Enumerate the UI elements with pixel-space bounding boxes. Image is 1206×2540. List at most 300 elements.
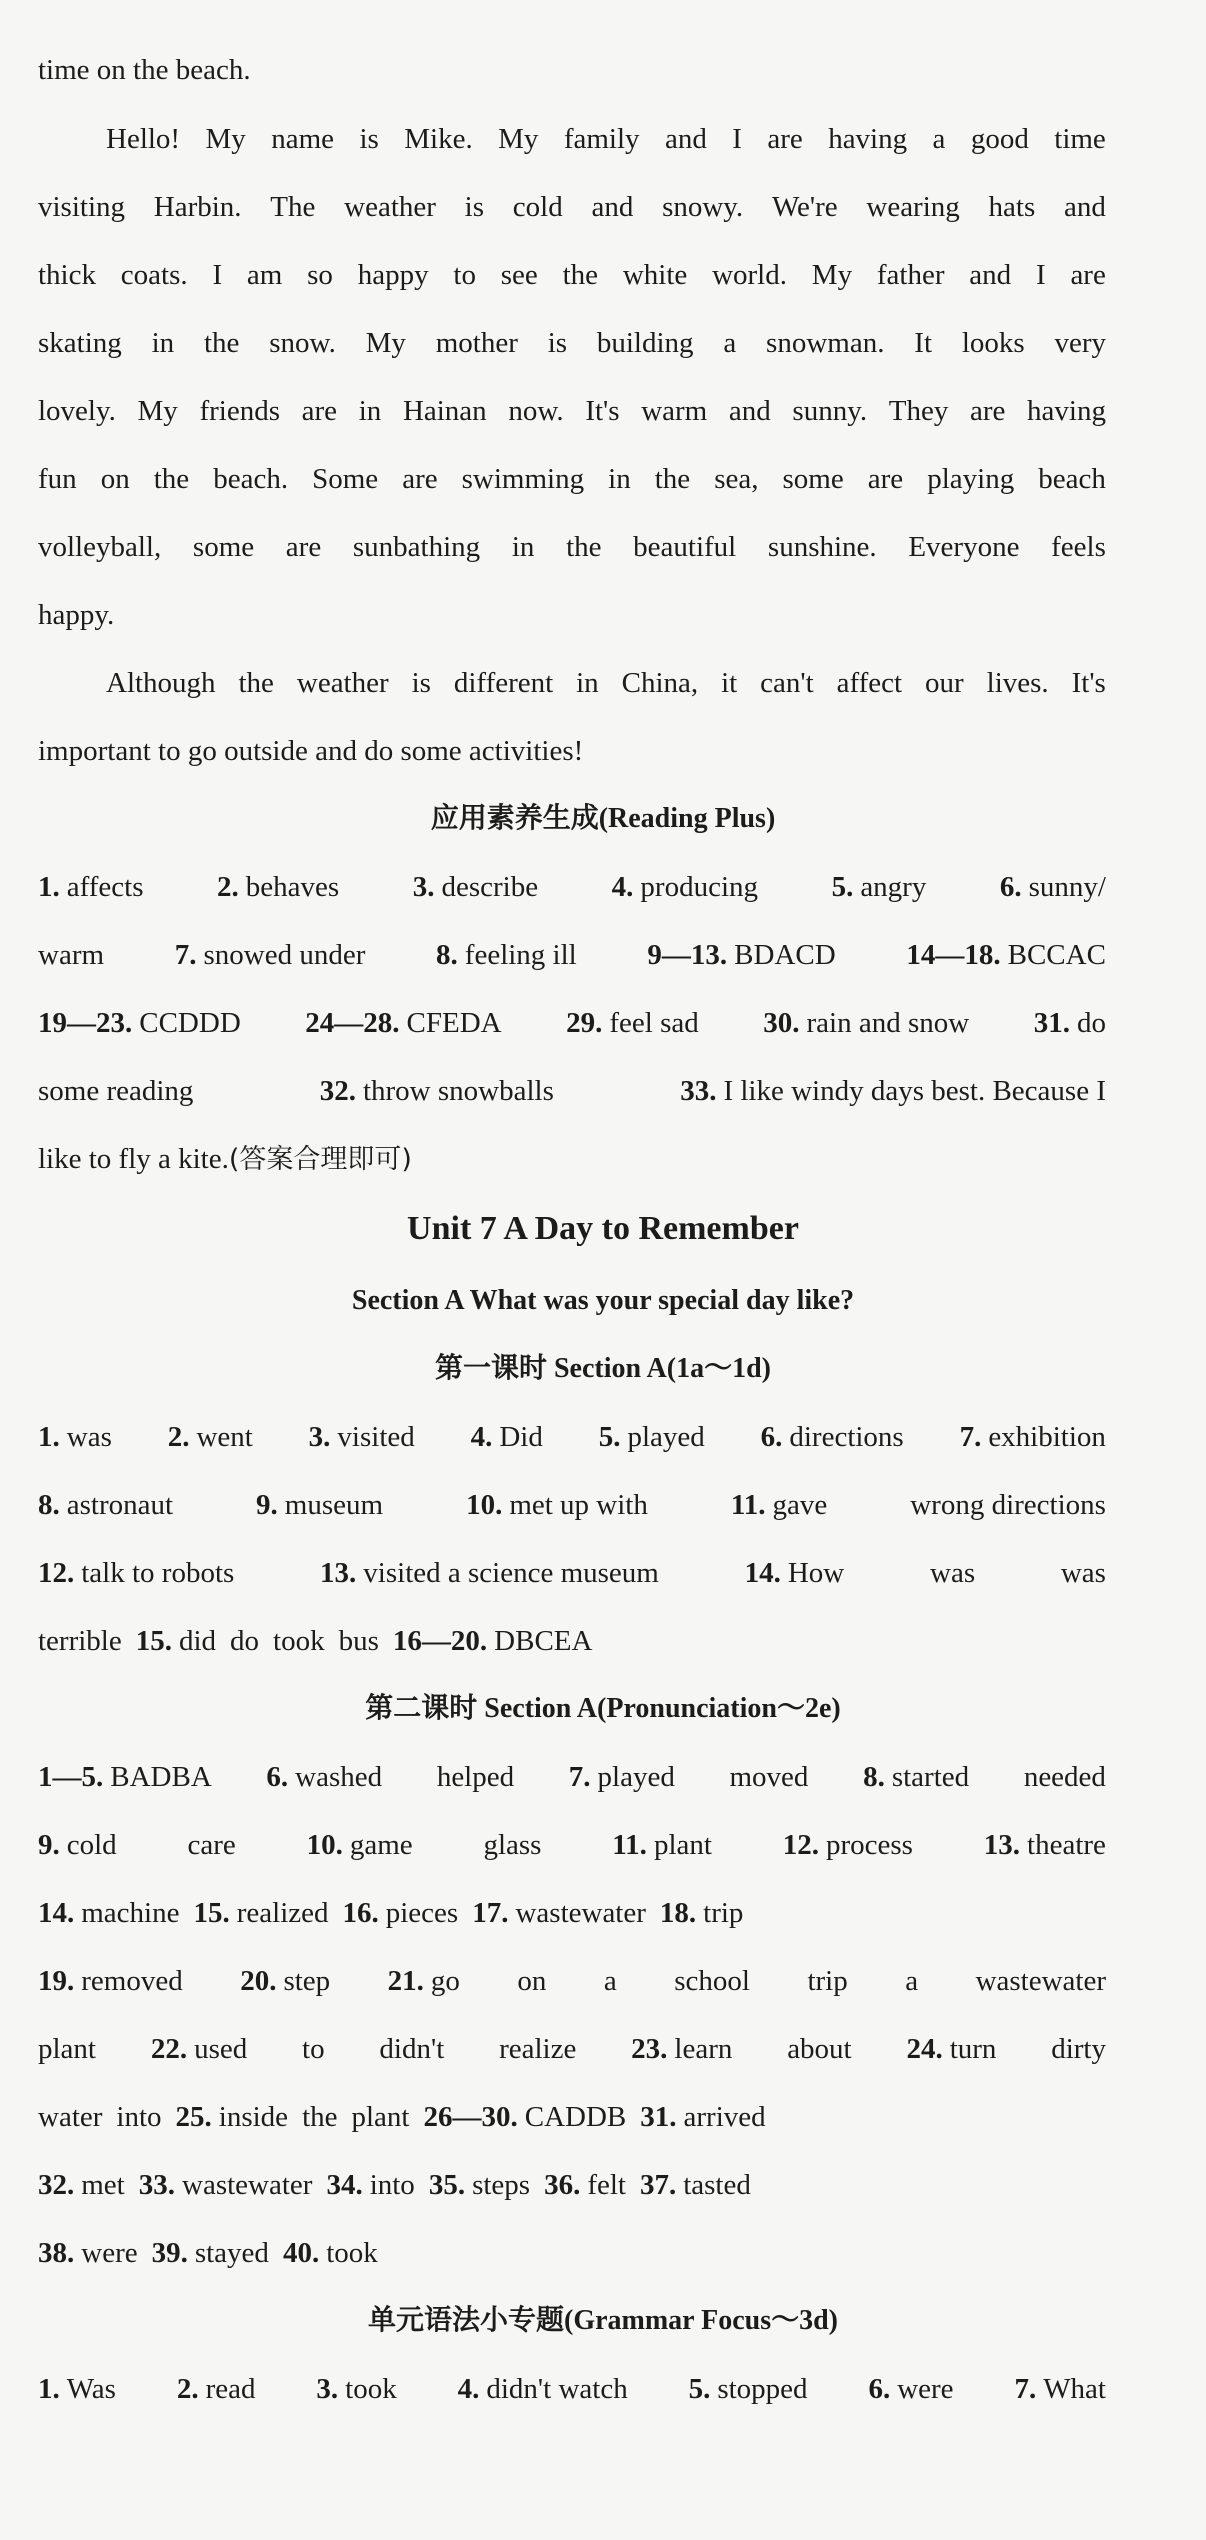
word: on <box>100 463 130 495</box>
answer-item <box>256 1487 383 1523</box>
item-number: 17. <box>472 1897 509 1929</box>
answer-item <box>429 2169 530 2201</box>
answer-item <box>307 1827 413 1863</box>
passage-line <box>106 665 1106 701</box>
word: weather <box>344 191 436 223</box>
answer-item <box>437 1759 514 1795</box>
item-answer: stayed <box>194 2237 269 2269</box>
item-answer: theatre <box>1027 1829 1106 1861</box>
word: sea, <box>714 463 759 495</box>
word: hats <box>988 191 1036 223</box>
word: good <box>970 123 1029 155</box>
item-number: 34. <box>326 2169 363 2201</box>
item-answer: CFEDA <box>406 1007 502 1039</box>
item-number: 20. <box>240 1965 277 1997</box>
answer-item <box>116 2101 161 2133</box>
passage-line <box>38 529 1106 565</box>
item-number: 14. <box>744 1557 781 1589</box>
word: My <box>137 395 178 427</box>
item-answer: steps <box>472 2169 531 2201</box>
answer-line <box>38 2099 1106 2135</box>
item-number: 32. <box>38 2169 75 2201</box>
word: the <box>238 667 274 699</box>
answer-item <box>631 2031 732 2067</box>
answer-item <box>320 1555 659 1591</box>
answer-item <box>906 2031 996 2067</box>
passage-line <box>38 257 1106 293</box>
item-answer: visited <box>337 1421 415 1453</box>
item-number: 2. <box>167 1421 190 1453</box>
item-answer: trip <box>703 1897 744 1929</box>
answer-line <box>38 1827 1106 1863</box>
answer-item <box>569 1759 675 1795</box>
item-answer: was <box>66 1421 112 1453</box>
item-answer: read <box>205 2373 256 2405</box>
answer-item <box>38 2169 125 2201</box>
word: and <box>728 395 771 427</box>
word: in <box>608 463 631 495</box>
answer-item <box>730 1759 809 1795</box>
item-answer: was <box>930 1557 976 1589</box>
answer-item <box>379 2031 444 2067</box>
item-number: 37. <box>639 2169 677 2201</box>
item-answer: some reading <box>38 1075 194 1107</box>
answer-item <box>471 1419 543 1455</box>
answer-item <box>326 2169 414 2201</box>
item-number: 11. <box>612 1829 647 1861</box>
item-answer: BCCAC <box>1007 939 1106 971</box>
unit-title: Unit 7 A Day to Remember <box>407 1210 799 1247</box>
item-number: 14. <box>38 1897 75 1929</box>
answer-line <box>38 1895 1106 1931</box>
word: world. <box>712 259 787 291</box>
answer-item <box>640 2101 765 2133</box>
word: coats. <box>120 259 188 291</box>
word: lovely. <box>38 395 116 427</box>
word: My <box>365 327 406 359</box>
answer-line <box>38 1005 1106 1041</box>
answer-line <box>38 2371 1106 2407</box>
answer-item <box>832 869 927 905</box>
item-answer: learn <box>674 2033 733 2065</box>
item-number: 8. <box>38 1489 60 1521</box>
word: Although <box>106 667 216 699</box>
item-answer: dirty <box>1051 2033 1106 2065</box>
item-number: 4. <box>457 2373 480 2405</box>
item-number: 9—13. <box>647 939 728 971</box>
item-number: 10. <box>466 1489 503 1521</box>
word: volleyball, <box>38 531 162 563</box>
item-number: 9. <box>38 1829 60 1861</box>
answer-item <box>761 1419 904 1455</box>
word: in <box>358 395 382 427</box>
answer-item <box>612 1827 712 1863</box>
answer-item <box>905 1963 918 1999</box>
answer-item <box>139 2169 313 2201</box>
answer-item <box>689 2371 808 2407</box>
word: is <box>359 123 379 155</box>
answer-item <box>976 1963 1106 1999</box>
answer-text: like to fly a kite. <box>38 1143 229 1175</box>
item-number: 18. <box>659 1897 697 1929</box>
item-answer: pieces <box>385 1897 459 1929</box>
item-number: 6. <box>760 1421 783 1453</box>
item-answer: do <box>1076 1007 1106 1039</box>
word: having <box>1027 395 1106 427</box>
item-answer: plant <box>351 2101 410 2133</box>
answer-item <box>604 1963 617 1999</box>
item-number: 13. <box>320 1557 357 1589</box>
answer-item <box>1024 1759 1106 1795</box>
item-answer: on <box>517 1965 547 1997</box>
answer-line <box>38 1073 1106 1109</box>
item-answer: realize <box>499 2033 577 2065</box>
word: China, <box>621 667 699 699</box>
answer-item <box>177 2371 256 2407</box>
word: Hainan <box>402 395 487 427</box>
answer-item <box>517 1963 546 1999</box>
word: are <box>301 395 338 427</box>
answer-item <box>1000 869 1106 905</box>
word: the <box>153 463 190 495</box>
item-answer: visited a science museum <box>363 1557 659 1589</box>
lesson1-heading: 第一课时 Section A(1a～1d) <box>434 1353 771 1384</box>
item-answer: How <box>787 1557 845 1589</box>
answer-item <box>283 2237 378 2269</box>
item-number: 23. <box>631 2033 668 2065</box>
item-number: 35. <box>428 2169 466 2201</box>
item-number: 6. <box>868 2373 891 2405</box>
word: fun <box>38 463 77 495</box>
item-answer: CCDDD <box>139 1007 241 1039</box>
word: It's <box>585 395 620 427</box>
answer-item <box>38 1759 212 1795</box>
item-number: 25. <box>175 2101 212 2133</box>
word: are <box>1070 259 1106 291</box>
answer-item <box>1061 1555 1106 1591</box>
answer-line <box>38 1963 1106 1999</box>
item-answer: throw snowballs <box>362 1075 554 1107</box>
word: some <box>782 463 844 495</box>
item-number: 22. <box>150 2033 188 2065</box>
word: My <box>498 123 539 155</box>
word: the <box>566 531 602 563</box>
word: sunshine. <box>767 531 877 563</box>
word: affect <box>836 667 903 699</box>
item-number: 15. <box>193 1897 230 1929</box>
item-answer: realized <box>236 1897 329 1929</box>
item-answer: stopped <box>717 2373 808 2405</box>
answer-item <box>745 1555 845 1591</box>
word: are <box>867 463 904 495</box>
answer-item <box>38 1005 241 1041</box>
answer-item <box>309 1419 415 1455</box>
item-answer: cold <box>66 1829 117 1861</box>
word: visiting <box>38 191 126 223</box>
answer-item <box>230 1625 259 1657</box>
answer-line <box>38 1487 1106 1523</box>
answer-item <box>188 1827 236 1863</box>
item-answer: game <box>349 1829 413 1861</box>
item-answer: Did <box>499 1421 543 1453</box>
answer-item <box>413 869 538 905</box>
item-answer: gave <box>772 1489 828 1521</box>
item-answer: was <box>1060 1557 1106 1589</box>
item-number: 24—28. <box>305 1007 400 1039</box>
word: My <box>811 259 853 291</box>
answer-item <box>499 2031 576 2067</box>
item-answer: exhibition <box>988 1421 1106 1453</box>
word: building <box>596 327 694 359</box>
item-answer: took <box>273 1625 325 1657</box>
passage-line <box>38 325 1106 361</box>
item-number: 15. <box>135 1625 172 1657</box>
answer-item <box>193 1897 328 1929</box>
answer-item <box>320 1073 554 1109</box>
answer-item <box>393 1625 593 1657</box>
item-number: 33. <box>138 2169 175 2201</box>
word: warm <box>641 395 708 427</box>
item-number: 26—30. <box>423 2101 518 2133</box>
word: snowman. <box>766 327 885 359</box>
item-answer: go <box>430 1965 460 1997</box>
item-number: 14—18. <box>906 939 1001 971</box>
answer-item <box>680 1073 1106 1109</box>
item-number: 16. <box>342 1897 379 1929</box>
word: They <box>888 395 949 427</box>
item-number: 3. <box>316 2373 339 2405</box>
passage-line: important to go outside and do some activities! <box>38 735 584 767</box>
word: looks <box>961 327 1025 359</box>
item-answer: machine <box>81 1897 180 1929</box>
item-answer: a <box>603 1965 617 1997</box>
item-number: 11. <box>730 1489 766 1521</box>
item-answer: took <box>326 2237 378 2269</box>
answer-line <box>38 937 1106 973</box>
item-number: 1—5. <box>38 1761 104 1793</box>
word: beach. <box>213 463 289 495</box>
item-answer: played <box>597 1761 675 1793</box>
item-answer: warm <box>38 939 105 971</box>
item-answer: did <box>178 1625 217 1657</box>
answer-item <box>38 2031 96 2067</box>
item-answer: affects <box>66 871 144 903</box>
item-answer: plant <box>38 2033 96 2065</box>
item-number: 6. <box>266 1761 289 1793</box>
item-answer: glass <box>483 1829 542 1861</box>
word: to <box>453 259 476 291</box>
item-number: 3. <box>308 1421 331 1453</box>
word: and <box>591 191 634 223</box>
answer-item <box>388 1963 460 1999</box>
answer-item <box>674 1963 750 1999</box>
word: white <box>622 259 688 291</box>
item-answer: school <box>674 1965 750 1997</box>
item-answer: arrived <box>683 2101 766 2133</box>
item-number: 7. <box>959 1421 982 1453</box>
word: in <box>576 667 599 699</box>
answer-item <box>176 2101 289 2133</box>
word: cold <box>512 191 563 223</box>
item-number: 9. <box>256 1489 278 1521</box>
word: our <box>925 667 964 699</box>
answer-item <box>783 1827 913 1863</box>
item-answer: process <box>826 1829 913 1861</box>
answer-line <box>38 1759 1106 1795</box>
item-answer: met up with <box>509 1489 648 1521</box>
answer-item <box>38 1963 183 1999</box>
item-number: 5. <box>688 2373 711 2405</box>
item-answer: bus <box>338 1625 379 1657</box>
item-answer: inside <box>218 2101 289 2133</box>
answer-item <box>38 2101 102 2133</box>
word: I <box>1035 259 1046 291</box>
item-answer: didn't watch <box>486 2373 628 2405</box>
word: and <box>664 123 707 155</box>
item-number: 39. <box>151 2237 188 2269</box>
word: can't <box>760 667 814 699</box>
word: and <box>969 259 1012 291</box>
item-answer: care <box>187 1829 236 1861</box>
item-answer: tasted <box>683 2169 751 2201</box>
word: weather <box>296 667 389 699</box>
answer-item <box>38 1625 122 1657</box>
word: feels <box>1051 531 1106 563</box>
answer-item <box>930 1555 975 1591</box>
item-answer: What <box>1043 2373 1106 2405</box>
item-answer: into <box>369 2169 415 2201</box>
word: Hello! <box>106 123 181 155</box>
answer-item <box>906 937 1106 973</box>
item-answer: astronaut <box>66 1489 174 1521</box>
item-number: 30. <box>763 1007 800 1039</box>
word: mother <box>435 327 518 359</box>
item-answer: wastewater <box>182 2169 313 2201</box>
answer-item <box>38 2237 138 2269</box>
item-number: 3. <box>412 871 435 903</box>
item-number: 12. <box>38 1557 75 1589</box>
item-answer: BDACD <box>734 939 836 971</box>
item-number: 40. <box>282 2237 320 2269</box>
word: Everyone <box>908 531 1020 563</box>
item-number: 8. <box>436 939 458 971</box>
word: sunny. <box>792 395 868 427</box>
item-number: 6. <box>999 871 1022 903</box>
answer-item <box>38 1487 173 1523</box>
word: very <box>1054 327 1106 359</box>
answer-item <box>38 1555 234 1591</box>
word: lives. <box>986 667 1049 699</box>
item-answer: BADBA <box>110 1761 212 1793</box>
word: It <box>914 327 932 359</box>
item-number: 5. <box>831 871 854 903</box>
answer-item <box>316 2371 396 2407</box>
item-number: 2. <box>217 871 239 903</box>
item-answer: used <box>194 2033 248 2065</box>
item-answer: played <box>627 1421 705 1453</box>
passage-line: time on the beach. <box>38 54 251 86</box>
item-number: 1. <box>38 2373 60 2405</box>
item-answer: were <box>897 2373 954 2405</box>
answer-item <box>863 1759 969 1795</box>
word: having <box>828 123 908 155</box>
answer-item <box>273 1625 325 1657</box>
answer-item <box>339 1625 379 1657</box>
item-answer: snowed under <box>203 939 366 971</box>
item-number: 7. <box>174 939 197 971</box>
item-number: 4. <box>470 1421 493 1453</box>
answer-item <box>168 1419 253 1455</box>
word: is <box>411 667 431 699</box>
word: beautiful <box>633 531 737 563</box>
word: skating <box>38 327 122 359</box>
answer-item <box>731 1487 827 1523</box>
item-number: 33. <box>680 1075 717 1107</box>
item-answer: met <box>81 2169 125 2201</box>
item-number: 7. <box>568 1761 591 1793</box>
item-answer: needed <box>1023 1761 1106 1793</box>
word: am <box>246 259 283 291</box>
word: playing <box>927 463 1015 495</box>
passage-line: happy. <box>38 599 115 631</box>
answer-item <box>483 1827 541 1863</box>
answer-item <box>612 869 758 905</box>
item-answer: removed <box>81 1965 183 1997</box>
item-answer: wastewater <box>975 1965 1106 1997</box>
item-number: 36. <box>544 2169 581 2201</box>
item-answer: started <box>891 1761 970 1793</box>
word: is <box>464 191 485 223</box>
answer-line <box>38 2235 1106 2271</box>
word: thick <box>38 259 96 291</box>
answer-item <box>343 1897 459 1929</box>
section-title: Section A What was your special day like? <box>351 1285 855 1316</box>
answer-line <box>38 1555 1106 1591</box>
passage-line <box>106 121 1106 157</box>
answer-item <box>266 1759 382 1795</box>
answer-item <box>807 1963 847 1999</box>
word: are <box>767 123 803 155</box>
answer-item <box>984 1827 1106 1863</box>
answer-item <box>38 1827 117 1863</box>
item-answer: didn't <box>379 2033 445 2065</box>
item-answer: turn <box>949 2033 997 2065</box>
answer-item <box>424 2101 627 2133</box>
word: I <box>732 123 742 155</box>
item-answer: a <box>905 1965 919 1997</box>
answer-item <box>175 937 366 973</box>
item-answer: wrong directions <box>910 1489 1106 1521</box>
word: I <box>212 259 223 291</box>
item-answer: felt <box>587 2169 626 2201</box>
item-answer: wastewater <box>515 1897 646 1929</box>
word: snow. <box>269 327 336 359</box>
answer-item <box>868 2371 953 2407</box>
word: beach <box>1038 463 1106 495</box>
answer-line <box>38 869 1106 905</box>
word: now. <box>508 395 564 427</box>
answer-item <box>152 2237 269 2269</box>
item-number: 31. <box>1033 1007 1070 1039</box>
answer-item <box>787 2031 851 2067</box>
answer-item <box>302 2101 337 2133</box>
word: a <box>932 123 946 155</box>
item-number: 38. <box>38 2237 75 2269</box>
item-answer: plant <box>653 1829 712 1861</box>
word: friends <box>199 395 280 427</box>
item-answer: do <box>230 1625 260 1657</box>
item-answer: trip <box>807 1965 848 1997</box>
